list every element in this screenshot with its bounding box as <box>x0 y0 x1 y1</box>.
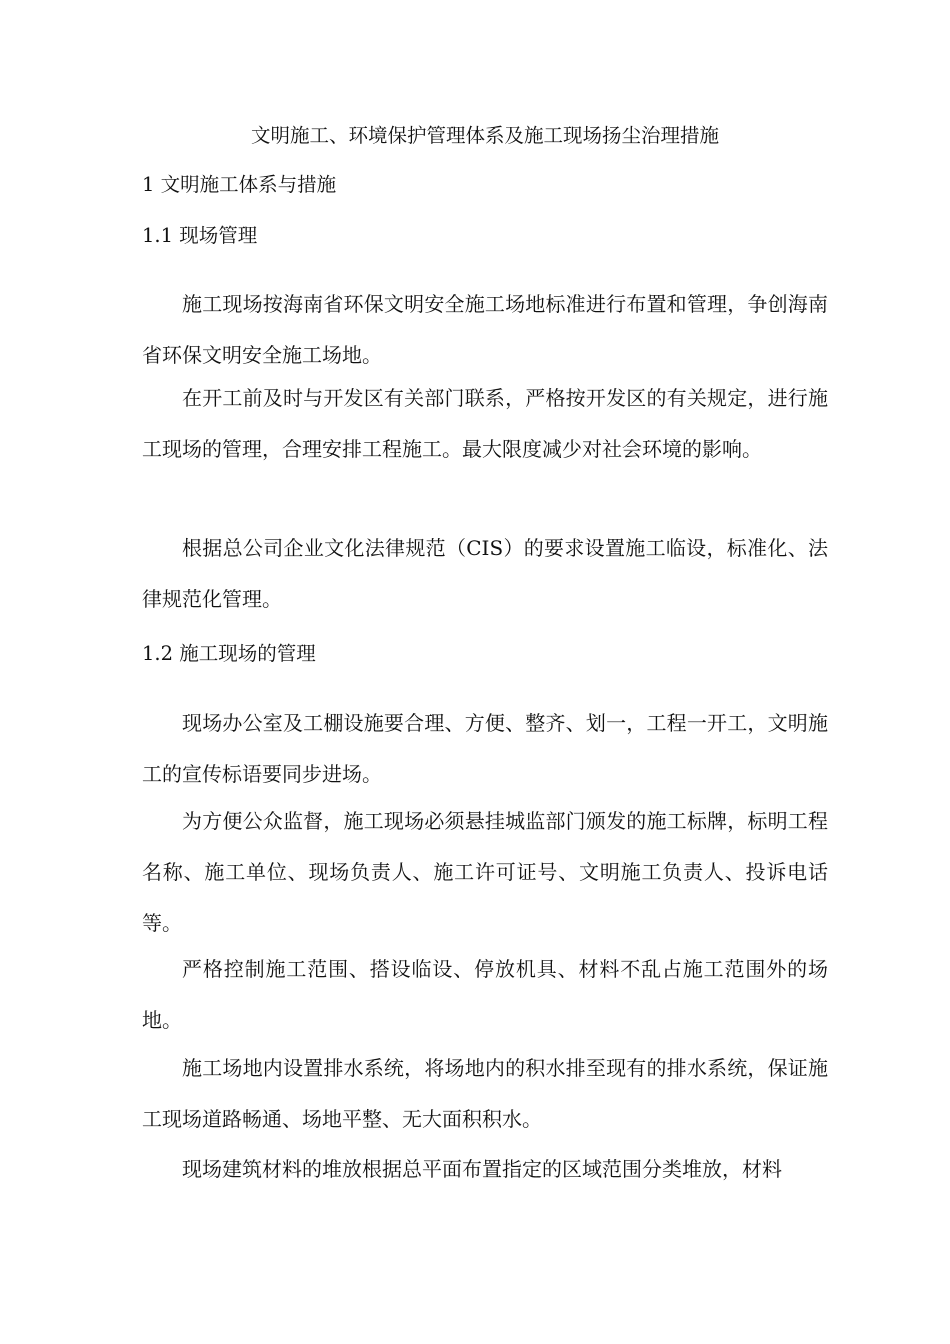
paragraph-1-2-5: 现场建筑材料的堆放根据总平面布置指定的区域范围分类堆放，材料 <box>182 1157 782 1181</box>
paragraph-1-1-2: 在开工前及时与开发区有关部门联系，严格按开发区的有关规定，进行施工现场的管理，合理安排工程施工。最大限度减少对社会环境的影响。 <box>142 386 828 461</box>
paragraph-1-2-3: 严格控制施工范围、搭设临设、停放机具、材料不乱占施工范围外的场地。 <box>142 957 828 1032</box>
paragraph-1-1-3: 根据总公司企业文化法律规范（CIS）的要求设置施工临设，标准化、法律规范化管理。 <box>142 536 828 611</box>
paragraph-1-2-2: 为方便公众监督，施工现场必须悬挂城监部门颁发的施工标牌，标明工程名称、施工单位、现场负责人、施工许可证号、文明施工负责人、投诉电话等。 <box>142 809 828 935</box>
section-1-1-heading: 1.1 现场管理 <box>142 224 258 247</box>
section-1-heading: 1 文明施工体系与措施 <box>142 173 337 196</box>
section-1-2-heading: 1.2 施工现场的管理 <box>142 642 316 665</box>
paragraph-1-2-1: 现场办公室及工棚设施要合理、方便、整齐、划一，工程一开工，文明施工的宣传标语要同步进场。 <box>142 711 828 786</box>
paragraph-1-2-4: 施工场地内设置排水系统，将场地内的积水排至现有的排水系统，保证施工现场道路畅通、场地平整、无大面积积水。 <box>142 1056 828 1131</box>
paragraph-1-1-1: 施工现场按海南省环保文明安全施工场地标准进行布置和管理，争创海南省环保文明安全施工场地。 <box>142 292 828 367</box>
document-title: 文明施工、环境保护管理体系及施工现场扬尘治理措施 <box>250 124 719 147</box>
